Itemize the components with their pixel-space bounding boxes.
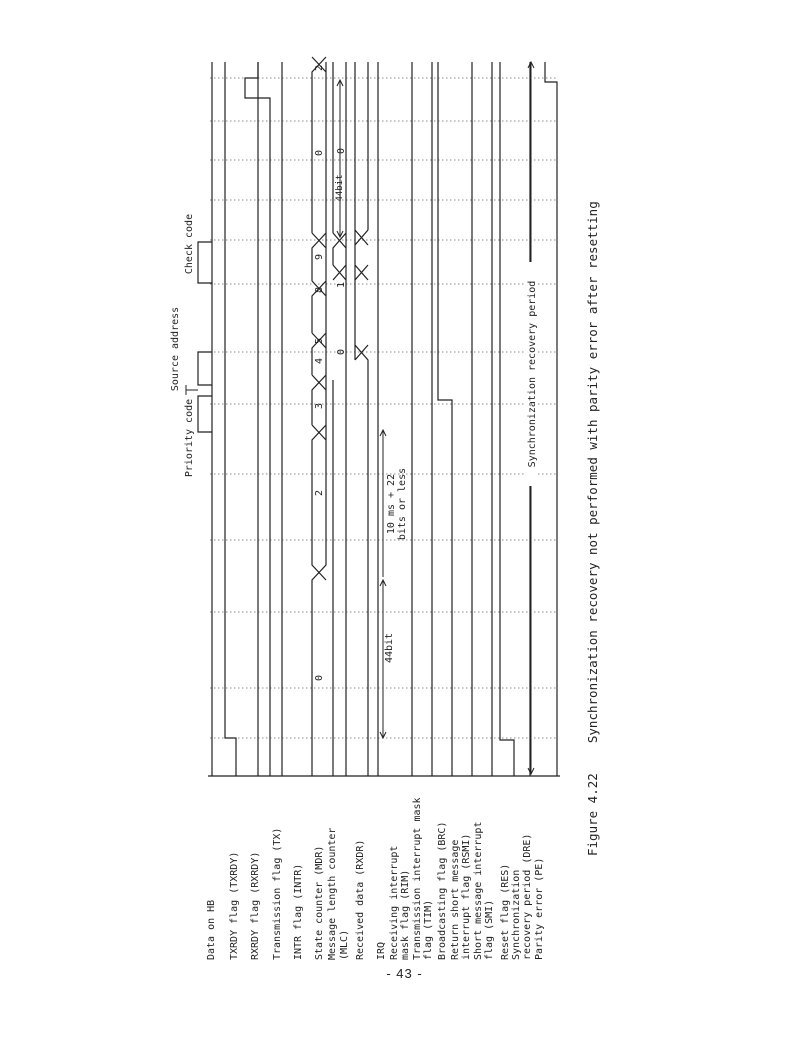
wave-brc [438, 62, 452, 776]
mdr-value-4: 4 [314, 357, 325, 365]
annotation-44bit-a [380, 580, 395, 738]
annotation-sync-period [524, 62, 538, 774]
waveforms [198, 57, 557, 776]
mdr-value-2b: 2 [314, 64, 325, 72]
label-priority-code: Priority code [184, 398, 195, 478]
mdr-values [314, 65, 325, 681]
mdr-value-8: 8 [314, 286, 325, 294]
annotation-sync-period-text: Synchronization recovery period [527, 280, 538, 468]
figure-caption: Figure 4.22 Synchronization recovery not performed with parity error after resetting [585, 201, 600, 856]
label-dre-2: recovery period (DRE) [522, 833, 533, 960]
label-rim-1: Receiving interrupt [389, 845, 400, 960]
field-labels [170, 214, 195, 477]
label-data-on-hb: Data on HB [206, 899, 217, 960]
label-rxdr: Received data (RXDR) [355, 839, 366, 960]
label-check-code: Check code [184, 213, 195, 275]
mdr-value-3: 3 [314, 402, 325, 410]
mlc-value-0: 0 [336, 348, 347, 356]
label-mlc-2: (MLC) [339, 929, 350, 960]
wave-mdr [312, 57, 326, 776]
label-mlc-1: Message length counter [327, 827, 338, 960]
label-txrdy: TXRDY flag (TXRDY) [229, 851, 240, 960]
label-smi-1: Short message interrupt [473, 821, 484, 960]
label-tim-1: Transmission interrupt mask [412, 797, 423, 960]
wave-pe [545, 62, 557, 776]
mlc-value-1: 1 [336, 281, 347, 289]
label-rim-2: mask flag (RIM) [400, 869, 411, 960]
source-address-bracket [186, 385, 198, 395]
annotation-44bit-a-text: 44bit [384, 632, 395, 664]
label-pe: Parity error (PE) [534, 857, 545, 960]
mdr-value-5: 5 [314, 337, 325, 345]
wave-txrdy [225, 62, 236, 776]
label-dre-1: Synchronization [511, 869, 522, 960]
signal-labels [206, 797, 545, 960]
mdr-value-2: 2 [314, 489, 325, 497]
label-res: Reset flag (RES) [500, 863, 511, 960]
label-smi-2: flag (SMI) [484, 899, 495, 960]
annotation-44bit-b-text: 44bit [335, 174, 345, 202]
wave-res [500, 62, 514, 776]
annotation-44bit-b [335, 80, 345, 237]
label-rsmi-2: interrupt flag (RSMI) [461, 833, 472, 960]
label-rxrdy: RXRDY flag (RXRDY) [250, 851, 261, 960]
mdr-value-0: 0 [314, 674, 325, 682]
page-number: - 43 - [386, 966, 423, 981]
wave-rxdr [355, 62, 368, 776]
label-tim-2: flag (TIM) [423, 899, 434, 960]
mlc-value-0b: 0 [336, 147, 347, 155]
label-rsmi-1: Return short message [450, 839, 461, 960]
label-brc: Broadcasting flag (BRC) [437, 821, 448, 960]
wave-data-hb-pulses [198, 242, 212, 432]
mdr-value-0b: 0 [314, 149, 325, 157]
label-source-address: Source address [170, 306, 181, 392]
label-mdr: State counter (MDR) [314, 845, 325, 960]
label-intr: INTR flag (INTR) [293, 863, 304, 960]
mdr-value-9: 9 [314, 253, 325, 261]
annotation-timing-line1: 10 ms + 22 [386, 473, 397, 535]
annotation-timing [380, 430, 408, 577]
label-irq: IRQ [376, 941, 387, 960]
annotation-timing-line2: bits or less [397, 467, 408, 541]
label-tx: Transmission flag (TX) [272, 827, 283, 960]
